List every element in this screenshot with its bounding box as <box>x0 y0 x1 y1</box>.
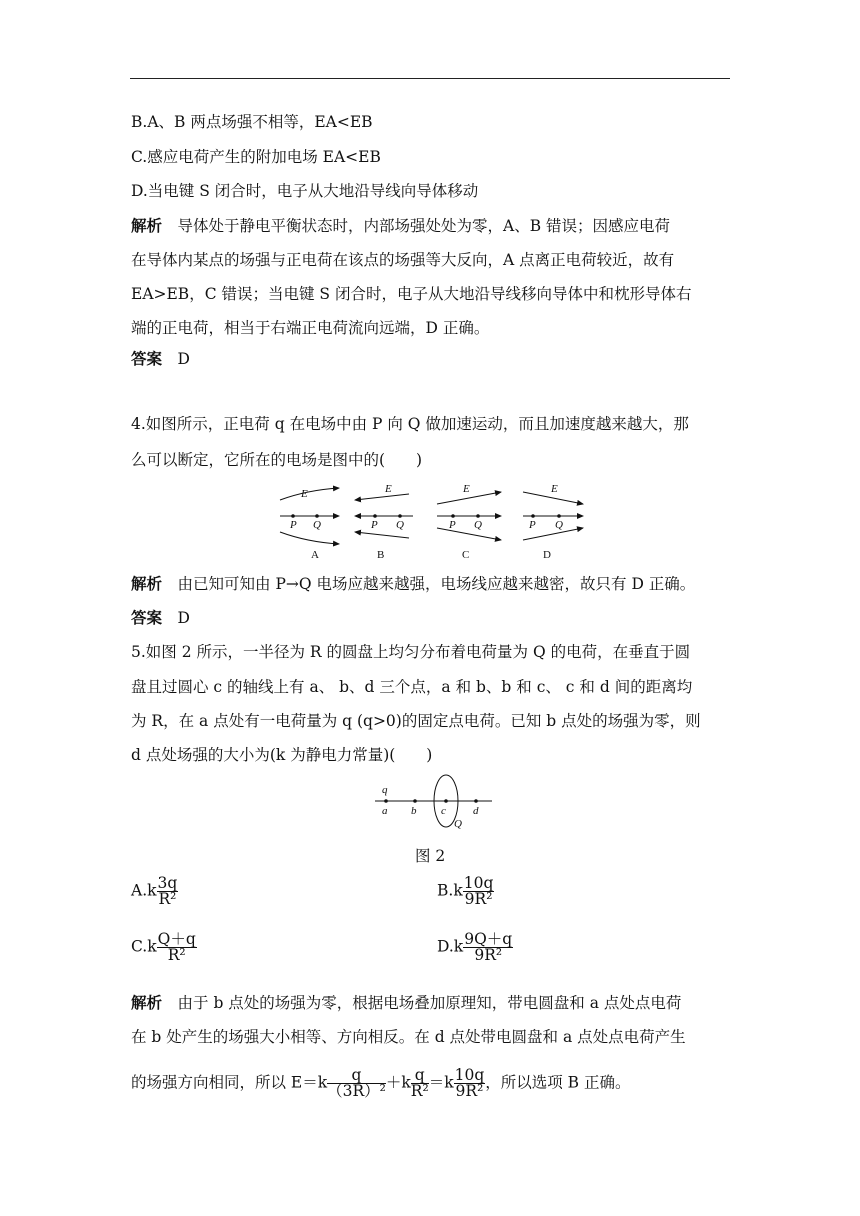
svg-text:Q: Q <box>474 519 482 531</box>
svg-text:Q: Q <box>313 519 321 531</box>
svg-text:P: P <box>449 519 456 531</box>
svg-text:A: A <box>311 549 319 561</box>
disk-axis-diagram <box>370 772 500 832</box>
svg-text:c: c <box>441 805 446 817</box>
q3-analysis-line3: EA>EB，C 错误；当电键 S 闭合时，电子从大地沿导线移向导体中和枕形导体右 <box>131 285 692 303</box>
q5-option-d: D.k $\frac{9Q+q}{\text{9R²}}$ <box>437 930 513 964</box>
svg-text:B: B <box>377 549 385 561</box>
q3-analysis-line1: 解析 导体处于静电平衡状态时，内部场强处处为零，A、B 错误；因感应电荷 <box>131 216 671 235</box>
q5-question-line4: d 点处场强的大小为(k 为静电力常量)( ) <box>131 746 433 764</box>
svg-text:E: E <box>551 483 558 495</box>
svg-text:P: P <box>529 519 536 531</box>
svg-text:P: P <box>290 519 297 531</box>
q5-option-a: A.k $\frac{3q}{\text{R²}}$ <box>131 874 178 908</box>
q5-analysis-line2: 在 b 处产生的场强大小相等、方向相反。在 d 点处带电圆盘和 a 点处点电荷产生 <box>131 1028 686 1046</box>
q3-analysis-line2: 在导体内某点的场强与正电荷在该点的场强等大反向，A 点离正电荷较近，故有 <box>131 251 675 269</box>
svg-text:q: q <box>382 784 388 796</box>
svg-text:a: a <box>382 805 388 817</box>
q4-answer: 答案 D <box>131 608 190 627</box>
figure-caption: 图 2 <box>415 847 446 865</box>
q5-option-b: B.k $\frac{10q}{\text{9R²}}$ <box>437 874 494 908</box>
q5-question-line1: 5.如图 2 所示，一半径为 R 的圆盘上均匀分布着电荷量为 Q 的电荷，在垂直于圆 <box>131 643 691 661</box>
svg-text:C: C <box>462 549 470 561</box>
option-c: C.感应电荷产生的附加电场 EA<EB <box>131 148 381 166</box>
q5-question-line3: 为 R，在 a 点处有一电荷量为 q (q>0)的固定点电荷。已知 b 点处的场强为零，则 <box>131 712 701 730</box>
svg-text:Q: Q <box>555 519 563 531</box>
q5-analysis-line1: 解析 由于 b 点处的场强为零，根据电场叠加原理知，带电圆盘和 a 点处点电荷 <box>131 993 682 1012</box>
option-b: B.A、B 两点场强不相等，EA<EB <box>131 113 373 131</box>
svg-text:E: E <box>463 483 470 495</box>
q5-question-line2: 盘且过圆心 c 的轴线上有 a、 b、d 三个点，a 和 b、b 和 c、 c 和 d 间的距离均 <box>131 678 693 696</box>
option-d: D.当电键 S 闭合时，电子从大地沿导线向导体移动 <box>131 182 479 200</box>
q5-analysis-line3: 的场强方向相同，所以 E＝k $\frac{q}{\text{（3R）²}}$ ＋k $\frac{q}{\text{R²}}$ ＝k $\frac{10q}{\text{9R²}}$ ，所以选项 B 正确。 <box>131 1066 631 1100</box>
svg-text:D: D <box>543 549 551 561</box>
q4-question-line1: 4.如图所示，正电荷 q 在电场中由 P 向 Q 做加速运动，而且加速度越来越大，那 <box>131 415 689 433</box>
svg-text:P: P <box>371 519 378 531</box>
q5-option-c: C.k $\frac{Q+q}{\text{R²}}$ <box>131 930 196 964</box>
svg-text:b: b <box>411 805 417 817</box>
svg-text:E: E <box>301 488 308 500</box>
svg-text:E: E <box>385 483 392 495</box>
q3-analysis-line4: 端的正电荷，相当于右端正电荷流向远端，D 正确。 <box>131 319 490 337</box>
svg-text:Q: Q <box>396 519 404 531</box>
q4-analysis: 解析 由已知可知由 P→Q 电场应越来越强，电场线应越来越密，故只有 D 正确。 <box>131 574 696 593</box>
header-rule <box>130 78 730 79</box>
analysis-label: 解析 <box>131 216 163 235</box>
svg-text:Q: Q <box>454 818 462 830</box>
field-line-diagram <box>275 478 595 562</box>
q4-question-line2: 么可以断定，它所在的电场是图中的( ) <box>131 451 423 469</box>
q3-answer: 答案 D <box>131 349 190 368</box>
svg-text:d: d <box>473 805 479 817</box>
